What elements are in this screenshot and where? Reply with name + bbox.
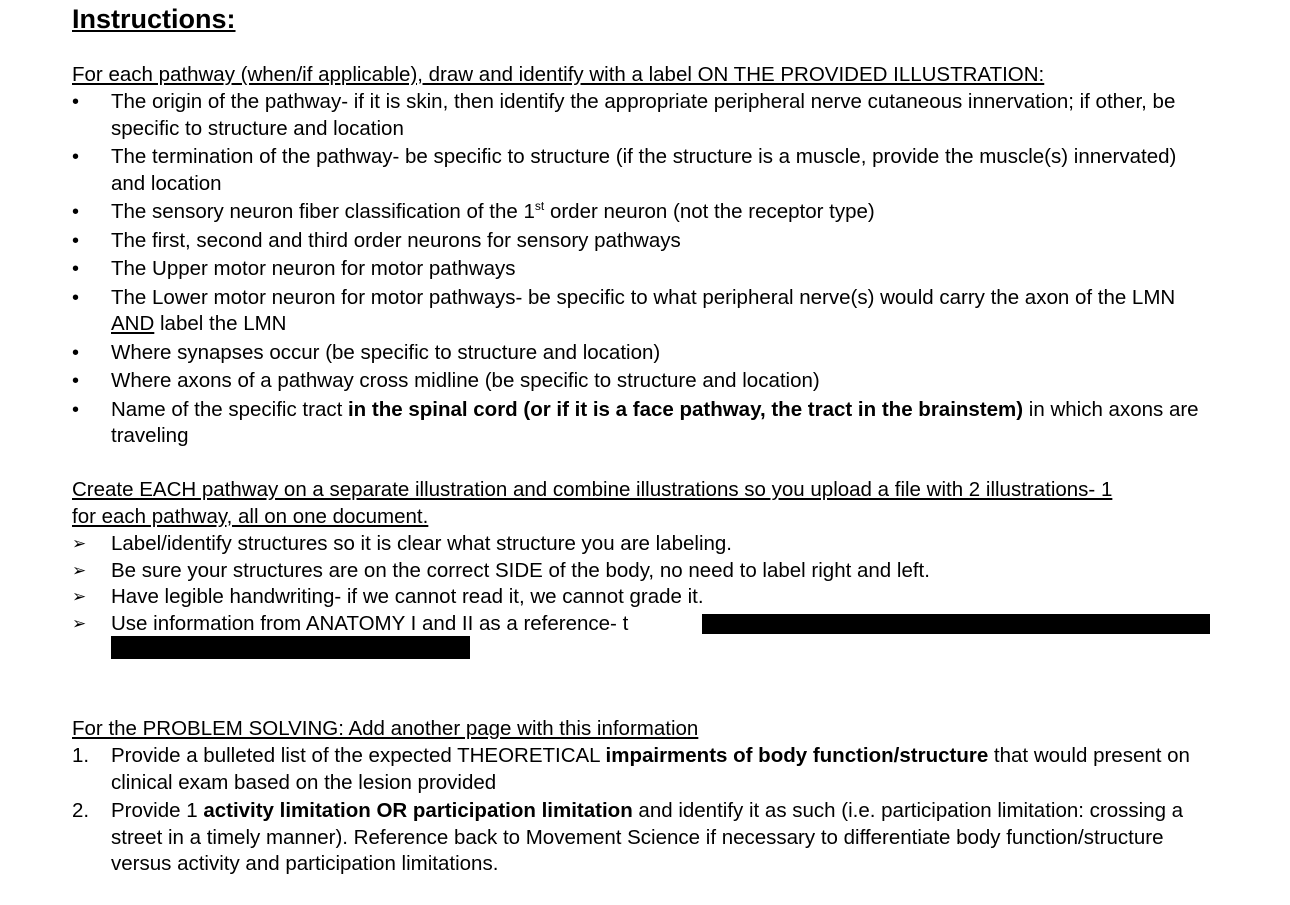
list-item: • The termination of the pathway- be specific to structure (if the structure is a muscle, provide the muscle(s) innervated) and location bbox=[72, 144, 1212, 197]
list-item: • The Lower motor neuron for motor pathways- be specific to what peripheral nerve(s) would carry the axon of the LMN AND label the LMN bbox=[72, 285, 1212, 338]
list-item: • The Upper motor neuron for motor pathways bbox=[72, 256, 1212, 283]
pathway-instructions-heading: For each pathway (when/if applicable), draw and identify with a label ON THE PROVIDED ILLUSTRATION: bbox=[72, 63, 1045, 86]
list-item: ➢ Label/identify structures so it is clear what structure you are labeling. bbox=[72, 531, 1212, 558]
list-item: ➢ Have legible handwriting- if we cannot read it, we cannot grade it. bbox=[72, 584, 1212, 611]
list-item: • Where synapses occur (be specific to structure and location) bbox=[72, 340, 1212, 367]
page-title: Instructions: bbox=[72, 4, 236, 34]
problem-solving-heading: For the PROBLEM SOLVING: Add another page with this information bbox=[72, 717, 699, 740]
redaction-bar bbox=[111, 636, 470, 659]
list-item: ➢ Be sure your structures are on the correct SIDE of the body, no need to label right and left. bbox=[72, 558, 1212, 585]
redaction-bar bbox=[702, 614, 1210, 634]
list-item: 1. Provide a bulleted list of the expected THEORETICAL impairments of body function/structure that would present on clinical exam based on the lesion provided bbox=[72, 744, 1190, 794]
pathway-requirements-list bbox=[72, 89, 1212, 450]
list-item: • Where axons of a pathway cross midline (be specific to structure and location) bbox=[72, 368, 1212, 395]
list-item: • The sensory neuron fiber classification of the 1st order neuron (not the receptor type) bbox=[72, 199, 1212, 226]
list-item: ➢ Use information from ANATOMY I and II as a reference- t bbox=[72, 611, 1212, 638]
list-item: • Name of the specific tract in the spinal cord (or if it is a face pathway, the tract in the brainstem) in which axons are traveling bbox=[72, 397, 1212, 450]
problem-solving-list bbox=[72, 743, 1212, 878]
illustration-instructions-heading: Create EACH pathway on a separate illustration and combine illustrations so you upload a file with 2 illustrations- 1 for each pathway, all on one document. bbox=[72, 478, 1113, 528]
list-item: 2. Provide 1 activity limitation OR participation limitation and identify it as such (i.e. participation limitation: crossing a street in a timely manner). Reference back to Movement Science if necessary to differentiate body function/structure versus activity and participation limitations. bbox=[72, 799, 1184, 875]
list-item: • The origin of the pathway- if it is skin, then identify the appropriate peripheral nerve cutaneous innervation; if other, be specific to structure and location bbox=[72, 89, 1212, 142]
list-item: • The first, second and third order neurons for sensory pathways bbox=[72, 228, 1212, 255]
